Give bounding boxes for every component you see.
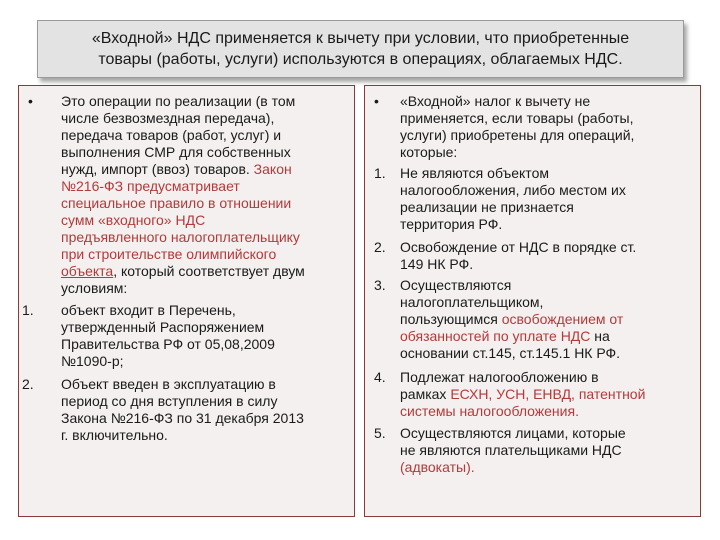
list-item-text (400, 369, 645, 420)
text-line: утвержденный Распоряжением (61, 319, 265, 335)
text-line: территория РФ. (400, 216, 503, 232)
law-reference: Закон (253, 161, 292, 177)
list-item-text (400, 165, 626, 233)
left-intro-text (61, 93, 305, 297)
text-line: Подлежат налогообложению в (400, 369, 599, 385)
text-line: объект входит в Перечень, (61, 302, 236, 318)
text-line: Осуществляются лицами, которые (400, 425, 626, 441)
left-panel (18, 85, 355, 517)
text-line: сумм «входного» НДС (61, 212, 206, 228)
title-line-1: «Входной» НДС применяется к вычету при условии, что приобретенные (91, 30, 630, 47)
text-line: период со дня вступления в силу (61, 393, 278, 409)
text-span: , который соответствует двум (113, 263, 305, 279)
text-line (400, 386, 645, 403)
slide-title (37, 20, 684, 78)
highlight-text: обязанностей по уплате НДС (400, 328, 591, 344)
text-line: №216-ФЗ предусматривает (61, 178, 240, 194)
list-number: 2. (374, 239, 386, 255)
title-line-2: товары (работы, услуги) используются в операциях, облагаемых НДС. (98, 51, 623, 68)
highlight-text: освобождением от (501, 311, 624, 327)
text-line: при строительстве олимпийского (61, 246, 277, 262)
right-list-item-5 (374, 425, 626, 476)
right-list-item-4 (374, 369, 645, 420)
text-span: пользующимся (400, 311, 502, 327)
text-line: Правительства РФ от 05,08,2009 (61, 336, 275, 352)
text-line: передача товаров (работ, услуг) и (61, 127, 282, 143)
text-line (61, 161, 305, 178)
text-line: Освобождение от НДС в порядке ст. (400, 239, 637, 255)
text-line: выполнения СМР для собственных (61, 144, 291, 160)
text-line: реализации не признается (400, 199, 574, 215)
right-list-item-1 (374, 165, 626, 233)
left-list-item-1 (22, 302, 275, 370)
text-line: специальное правило в отношении (61, 195, 292, 211)
list-number: 1. (22, 302, 34, 318)
text-line: №1090-р; (61, 353, 124, 369)
text-line: налогообложения, либо местом их (400, 182, 626, 198)
left-list-item-2 (22, 376, 304, 444)
text-line: г. включительно. (61, 427, 168, 443)
text-line: Закона №216-ФЗ по 31 декабря 2013 (61, 410, 304, 426)
text-line: услуги) приобретены для операций, (400, 127, 635, 143)
text-line: применяется, если товары (работы, (400, 110, 634, 126)
list-number: 4. (374, 369, 386, 385)
text-line: которые: (400, 144, 458, 160)
text-line (400, 328, 623, 345)
list-item-text (400, 425, 626, 476)
text-line: условиям: (61, 280, 128, 296)
text-line: предъявленного налогоплательщику (61, 229, 300, 245)
bullet-icon: • (28, 93, 33, 109)
text-line: Объект введен в эксплуатацию в (61, 376, 276, 392)
olympic-object-term: объекта (61, 263, 114, 279)
text-line: Осуществляются (400, 277, 512, 293)
text-line (400, 311, 623, 328)
text-line: (адвокаты). (400, 459, 475, 475)
right-intro-text (400, 93, 634, 161)
text-span: нужд, импорт (ввоз) товаров. (61, 161, 254, 177)
list-number: 2. (22, 376, 34, 392)
list-item-text (400, 277, 623, 362)
text-span: рамках (400, 386, 451, 402)
text-line: числе безвозмездная передача), (61, 110, 275, 126)
text-line (61, 263, 305, 280)
text-line: не являются плательщиками НДС (400, 442, 622, 458)
bullet-icon: • (374, 93, 379, 109)
text-line: Это операции по реализации (в том (61, 93, 296, 109)
right-bullet-item (374, 93, 634, 161)
right-list-item-2 (374, 239, 636, 273)
text-span: на (590, 328, 610, 344)
list-item-text (61, 302, 275, 370)
tax-regimes-text: ЕСХН, УСН, ЕНВД, патентной (450, 386, 646, 402)
text-line: «Входной» налог к вычету не (400, 93, 591, 109)
list-item-text (400, 239, 636, 273)
left-bullet-item (28, 93, 305, 297)
text-line: 149 НК РФ. (400, 256, 474, 272)
text-line: системы налогообложения. (400, 403, 579, 419)
text-line: налогоплательщиком, (400, 294, 544, 310)
list-item-text (61, 376, 304, 444)
text-line: основании ст.145, ст.145.1 НК РФ. (400, 345, 621, 361)
right-list-item-3 (374, 277, 623, 362)
list-number: 3. (374, 277, 386, 293)
list-number: 1. (374, 165, 386, 181)
right-panel (364, 85, 701, 517)
text-line: Не являются объектом (400, 165, 549, 181)
list-number: 5. (374, 425, 386, 441)
